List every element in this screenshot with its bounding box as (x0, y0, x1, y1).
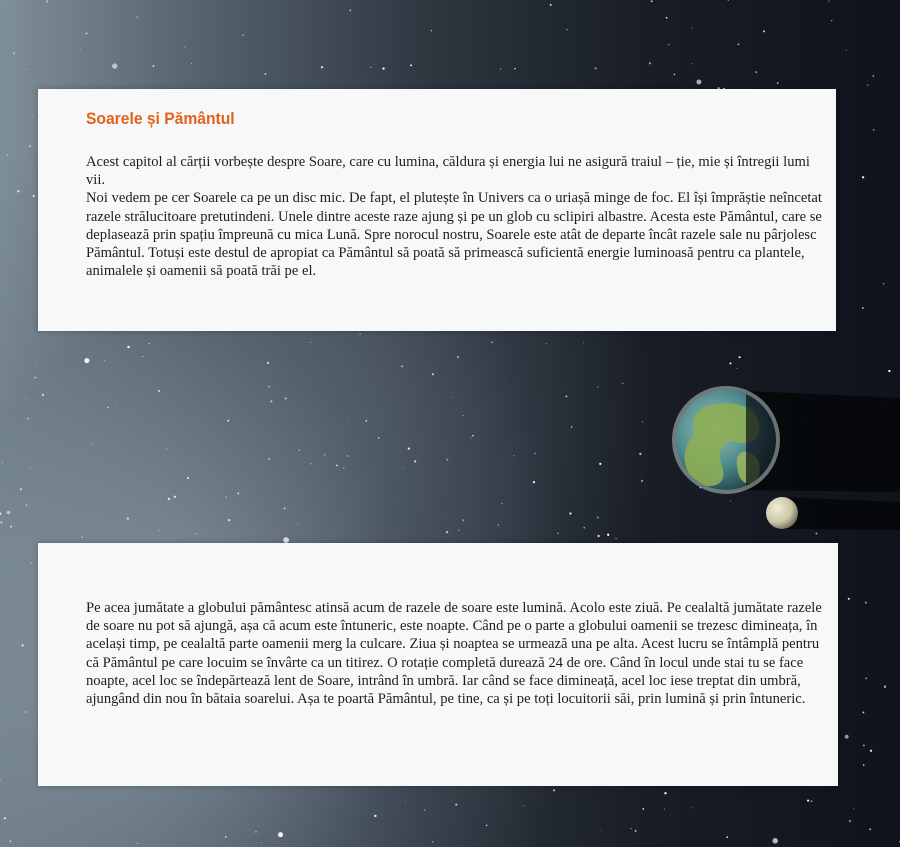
star (228, 519, 230, 521)
star (26, 505, 27, 506)
star (733, 432, 735, 434)
star (846, 49, 847, 50)
star (500, 68, 501, 69)
star (696, 80, 701, 85)
star (828, 0, 829, 1)
star (666, 17, 668, 19)
star (127, 517, 129, 519)
star (7, 511, 11, 515)
day-night-paragraph: Pe acea jumătate a globului pământesc atinsă acum de razele de soare este lumină. Acolo este ziuă. Pe cealaltă jumătate razele de soare nu pot să ajungă, așa că acum este întuneric, este noapte. Când pe o parte a globului oamenii se trezesc dimineața, în același timp, pe cealaltă parte oamenii merg la culcare. Ziua și noaptea se urmează una pe alta. Acest lucru se întâmplă pentru că Pământul pe care locuim se învârte ca un titirez. O rotație completă durează 24 de ore. Când în locul unde stai tu se face noapte, acel loc se îndepărtează lent de Soare, intrând în umbră. Iar când se face dimineață, acel loc iese treptat din umbră, ajungând din nou în bătaia soarelui. Așa te poartă Pământul, pe tine, ca și pe toți locuitorii săi, prin lumină și prin întuneric. (86, 600, 822, 708)
star (498, 524, 499, 525)
star (871, 478, 872, 479)
star (310, 463, 312, 465)
star (365, 420, 367, 422)
star (237, 492, 239, 494)
star (310, 342, 311, 343)
star (9, 840, 11, 842)
star (401, 365, 403, 367)
star (268, 386, 269, 387)
star (92, 444, 93, 445)
star (597, 535, 599, 537)
star (463, 415, 464, 416)
star (336, 465, 338, 467)
star (514, 455, 515, 456)
star (270, 400, 272, 402)
star (883, 283, 885, 285)
star (3, 5, 4, 6)
star (486, 825, 488, 827)
star (20, 488, 22, 490)
star (630, 828, 631, 829)
star (849, 820, 851, 822)
star (46, 0, 48, 2)
star (458, 530, 459, 531)
star (755, 71, 757, 73)
star (462, 519, 464, 521)
star (374, 815, 376, 817)
star (523, 805, 524, 806)
star (766, 455, 767, 456)
star (736, 368, 737, 369)
star (285, 398, 287, 400)
star (446, 459, 448, 461)
star (584, 527, 585, 528)
star (261, 842, 262, 843)
star (728, 0, 729, 1)
star (763, 30, 765, 32)
star (452, 397, 453, 398)
star (187, 477, 189, 479)
star (862, 176, 864, 178)
star (255, 831, 256, 832)
star (622, 383, 624, 385)
star (127, 346, 129, 348)
star (553, 789, 555, 791)
star (196, 533, 198, 535)
star (42, 394, 44, 396)
star (137, 843, 138, 844)
star (726, 836, 728, 838)
star (343, 467, 344, 468)
star (242, 34, 243, 35)
star (0, 779, 1, 780)
star (405, 802, 406, 803)
star (848, 598, 850, 600)
star (2, 462, 3, 463)
star (800, 422, 801, 423)
star (268, 458, 270, 460)
star (284, 507, 286, 509)
star (104, 360, 105, 361)
star (86, 32, 88, 34)
star (432, 841, 433, 842)
star (853, 808, 854, 809)
star (616, 538, 617, 539)
star (649, 62, 651, 64)
star (82, 536, 84, 538)
star (664, 792, 666, 794)
star (166, 448, 167, 449)
star (324, 454, 326, 456)
star (360, 333, 361, 334)
star (865, 602, 867, 604)
star (700, 487, 701, 488)
star (743, 402, 744, 403)
star (432, 373, 434, 375)
star (599, 463, 601, 465)
star (888, 370, 890, 372)
star (730, 501, 731, 502)
star (691, 807, 692, 808)
star (33, 195, 35, 197)
star (863, 744, 865, 746)
star (872, 75, 873, 76)
star (267, 362, 269, 364)
star (34, 377, 36, 379)
star (410, 64, 412, 66)
star (635, 830, 637, 832)
star (174, 496, 176, 498)
star (297, 524, 298, 525)
star (26, 69, 27, 70)
star (668, 44, 669, 45)
star (191, 63, 192, 64)
star (25, 711, 26, 712)
star (137, 16, 139, 18)
star (651, 0, 653, 2)
star (0, 522, 2, 524)
star (321, 66, 323, 68)
star (403, 467, 404, 468)
day-night-text (86, 599, 826, 708)
star (22, 644, 24, 646)
star (185, 47, 186, 48)
star (424, 810, 426, 812)
star (569, 512, 571, 514)
star (382, 67, 384, 69)
star (350, 10, 351, 11)
star (225, 496, 226, 497)
star (533, 481, 535, 483)
star (844, 483, 845, 484)
star (13, 52, 15, 54)
star (29, 145, 31, 147)
star (546, 343, 547, 344)
star (378, 437, 380, 439)
star (807, 800, 809, 802)
star (557, 533, 558, 534)
star (4, 817, 6, 819)
star (514, 68, 516, 70)
star (565, 395, 567, 397)
star (884, 403, 886, 405)
star (870, 750, 872, 752)
day-night-text-panel (38, 543, 838, 786)
star (158, 530, 159, 531)
star (685, 452, 686, 453)
star (867, 84, 868, 85)
star (811, 800, 813, 802)
star (471, 437, 472, 438)
star (264, 73, 266, 75)
star (739, 356, 741, 358)
star (642, 422, 643, 423)
star (455, 803, 457, 805)
star (550, 4, 552, 6)
star (225, 836, 227, 838)
intro-paragraph-2: Noi vedem pe cer Soarele ca pe un disc mic. De fapt, el plutește în Univers ca o uriașă minge de foc. El își împrăștie neîncetat razele strălucitoare pretutindeni. Unele dintre aceste raze ajung și pe un glob cu sclipiri albastre. Acesta este Pământul, care se deplasează prin spațiu împreună cu mica Lună. Spre norocul nostru, Soarele este atât de departe încât razele sale nu pârjolesc Pământul. Totuși este destul de apropiat ca Pământul să poată să primească suficientă energie luminoasă pentru ca plantele, animalele și oamenii să poată trăi pe el. (86, 190, 822, 280)
star (674, 74, 675, 75)
star (0, 513, 1, 515)
star (862, 307, 864, 309)
star (873, 129, 875, 131)
star (7, 154, 9, 156)
star (227, 420, 229, 422)
star (571, 426, 573, 428)
star (601, 830, 602, 831)
star (594, 67, 596, 69)
star (10, 526, 12, 528)
star (30, 562, 32, 564)
star (148, 343, 149, 344)
star (845, 735, 849, 739)
star (863, 764, 865, 766)
star (107, 407, 108, 408)
star (278, 832, 283, 837)
star (607, 534, 609, 536)
star (869, 828, 871, 830)
star (664, 808, 665, 809)
star (884, 686, 886, 688)
star (472, 435, 474, 437)
star (33, 115, 34, 116)
star (84, 358, 89, 363)
star (738, 43, 740, 45)
star (831, 20, 833, 22)
star (772, 838, 778, 844)
star (431, 30, 432, 31)
intro-text-panel (38, 89, 836, 331)
chapter-title: Soarele și Pământul (86, 109, 235, 128)
star (753, 458, 759, 464)
star (534, 453, 536, 455)
star (347, 455, 349, 457)
star (348, 418, 349, 419)
star (370, 67, 371, 68)
star (639, 453, 641, 455)
star (112, 63, 117, 68)
star (705, 416, 707, 418)
intro-paragraph-1: Acest capitol al cărții vorbește despre Soare, care cu lumina, căldura și energia lui ne asigură traiul – ție, mie și întregii lumi vii. (86, 154, 810, 189)
star (35, 364, 36, 365)
star (865, 678, 867, 680)
star (691, 63, 692, 64)
star (158, 390, 160, 392)
star (692, 28, 693, 29)
star (815, 533, 817, 535)
star (501, 503, 502, 504)
intro-text (86, 153, 826, 280)
star (729, 362, 731, 364)
star (491, 342, 492, 343)
star (641, 480, 643, 482)
star (299, 450, 300, 451)
star (862, 711, 864, 713)
star (566, 29, 567, 30)
star (446, 531, 448, 533)
star (115, 405, 116, 406)
star (457, 356, 459, 358)
star (30, 467, 31, 468)
star (583, 342, 584, 343)
star (27, 418, 28, 419)
star (17, 190, 19, 192)
star (642, 808, 644, 810)
star (597, 516, 599, 518)
star (168, 498, 170, 500)
star (777, 82, 778, 83)
star (832, 430, 833, 431)
star (408, 448, 410, 450)
star (26, 397, 27, 398)
star (597, 386, 598, 387)
star (142, 356, 143, 357)
star (80, 49, 81, 50)
star (414, 460, 416, 462)
star (153, 65, 155, 67)
